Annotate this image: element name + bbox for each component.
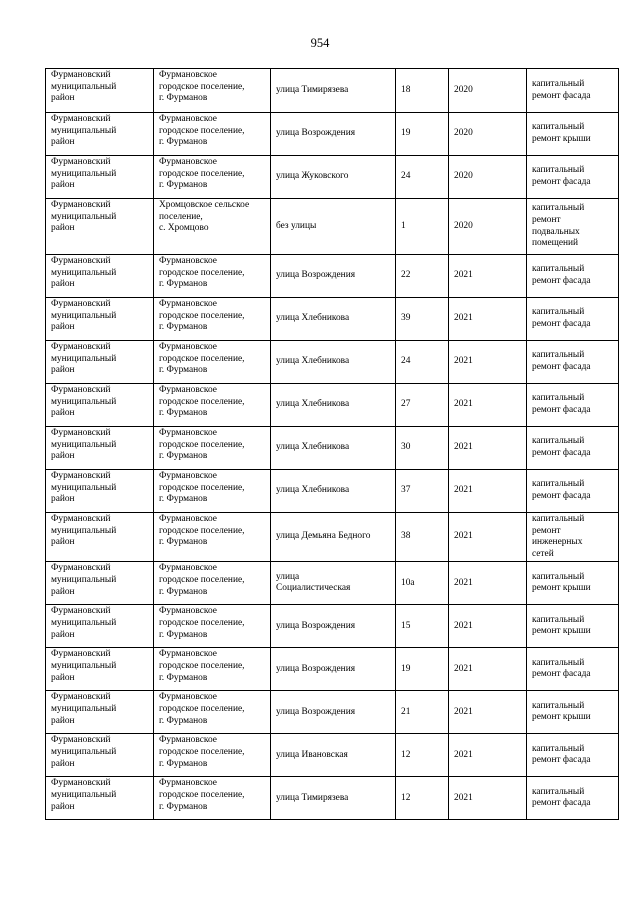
table-row bbox=[46, 113, 619, 156]
settlement-cell: Фурмановское городское поселение, г. Фурманов bbox=[154, 156, 271, 199]
street-cell: улица Тимирязева bbox=[271, 777, 396, 820]
house-number-cell: 19 bbox=[396, 648, 449, 691]
street-cell: улица Тимирязева bbox=[271, 69, 396, 113]
house-number-cell: 24 bbox=[396, 341, 449, 384]
table-row bbox=[46, 562, 619, 605]
district-cell: Фурмановский муниципальный район bbox=[46, 255, 154, 298]
year-cell: 2021 bbox=[449, 734, 527, 777]
district-cell: Фурмановский муниципальный район bbox=[46, 691, 154, 734]
work-type-cell: капитальный ремонт фасада bbox=[527, 734, 619, 777]
street-cell: улица Возрождения bbox=[271, 605, 396, 648]
district-cell: Фурмановский муниципальный район bbox=[46, 298, 154, 341]
work-type-cell: капитальный ремонт фасада bbox=[527, 255, 619, 298]
work-type-cell: капитальный ремонт крыши bbox=[527, 562, 619, 605]
page-number: 954 bbox=[310, 36, 330, 50]
table-row bbox=[46, 734, 619, 777]
work-type-cell: капитальный ремонт инженерных сетей bbox=[527, 513, 619, 562]
street-cell: улица Демьяна Бедного bbox=[271, 513, 396, 562]
work-type-cell: капитальный ремонт подвальных помещений bbox=[527, 199, 619, 255]
district-cell: Фурмановский муниципальный район bbox=[46, 562, 154, 605]
house-number-cell: 38 bbox=[396, 513, 449, 562]
work-type-cell: капитальный ремонт фасада bbox=[527, 69, 619, 113]
year-cell: 2021 bbox=[449, 298, 527, 341]
district-cell: Фурмановский муниципальный район bbox=[46, 427, 154, 470]
table-row bbox=[46, 255, 619, 298]
table-row bbox=[46, 513, 619, 562]
work-type-cell: капитальный ремонт фасада bbox=[527, 777, 619, 820]
year-cell: 2021 bbox=[449, 427, 527, 470]
settlement-cell: Фурмановское городское поселение, г. Фурманов bbox=[154, 734, 271, 777]
settlement-cell: Фурмановское городское поселение, г. Фурманов bbox=[154, 255, 271, 298]
house-number-cell: 10а bbox=[396, 562, 449, 605]
settlement-cell: Фурмановское городское поселение, г. Фурманов bbox=[154, 113, 271, 156]
work-type-cell: капитальный ремонт крыши bbox=[527, 605, 619, 648]
house-number-cell: 24 bbox=[396, 156, 449, 199]
table-row bbox=[46, 470, 619, 513]
table-row bbox=[46, 69, 619, 113]
house-number-cell: 18 bbox=[396, 69, 449, 113]
settlement-cell: Фурмановское городское поселение, г. Фурманов bbox=[154, 605, 271, 648]
settlement-cell: Фурмановское городское поселение, г. Фурманов bbox=[154, 69, 271, 113]
district-cell: Фурмановский муниципальный район bbox=[46, 648, 154, 691]
house-number-cell: 12 bbox=[396, 777, 449, 820]
settlement-cell: Фурмановское городское поселение, г. Фурманов bbox=[154, 513, 271, 562]
street-cell: без улицы bbox=[271, 199, 396, 255]
house-number-cell: 37 bbox=[396, 470, 449, 513]
work-type-cell: капитальный ремонт фасада bbox=[527, 156, 619, 199]
house-number-cell: 21 bbox=[396, 691, 449, 734]
settlement-cell: Хромцовское сельское поселение, с. Хромцово bbox=[154, 199, 271, 255]
table-row bbox=[46, 691, 619, 734]
settlement-cell: Фурмановское городское поселение, г. Фурманов bbox=[154, 470, 271, 513]
district-cell: Фурмановский муниципальный район bbox=[46, 777, 154, 820]
table-row bbox=[46, 605, 619, 648]
house-number-cell: 27 bbox=[396, 384, 449, 427]
house-number-cell: 19 bbox=[396, 113, 449, 156]
year-cell: 2021 bbox=[449, 691, 527, 734]
settlement-cell: Фурмановское городское поселение, г. Фурманов bbox=[154, 341, 271, 384]
table-row bbox=[46, 156, 619, 199]
table-row bbox=[46, 427, 619, 470]
street-cell: улица Возрождения bbox=[271, 113, 396, 156]
district-cell: Фурмановский муниципальный район bbox=[46, 513, 154, 562]
house-number-cell: 1 bbox=[396, 199, 449, 255]
settlement-cell: Фурмановское городское поселение, г. Фурманов bbox=[154, 648, 271, 691]
repair-schedule-table bbox=[45, 68, 619, 820]
table-row bbox=[46, 341, 619, 384]
table-row bbox=[46, 777, 619, 820]
work-type-cell: капитальный ремонт крыши bbox=[527, 113, 619, 156]
district-cell: Фурмановский муниципальный район bbox=[46, 605, 154, 648]
street-cell: улица Хлебникова bbox=[271, 298, 396, 341]
work-type-cell: капитальный ремонт фасада bbox=[527, 427, 619, 470]
work-type-cell: капитальный ремонт крыши bbox=[527, 691, 619, 734]
house-number-cell: 30 bbox=[396, 427, 449, 470]
work-type-cell: капитальный ремонт фасада bbox=[527, 384, 619, 427]
street-cell: улица Возрождения bbox=[271, 691, 396, 734]
street-cell: улица Ивановская bbox=[271, 734, 396, 777]
district-cell: Фурмановский муниципальный район bbox=[46, 734, 154, 777]
street-cell: улица Возрождения bbox=[271, 648, 396, 691]
settlement-cell: Фурмановское городское поселение, г. Фурманов bbox=[154, 384, 271, 427]
district-cell: Фурмановский муниципальный район bbox=[46, 156, 154, 199]
year-cell: 2021 bbox=[449, 562, 527, 605]
settlement-cell: Фурмановское городское поселение, г. Фурманов bbox=[154, 427, 271, 470]
settlement-cell: Фурмановское городское поселение, г. Фурманов bbox=[154, 562, 271, 605]
street-cell: улица Жуковского bbox=[271, 156, 396, 199]
street-cell: улица Возрождения bbox=[271, 255, 396, 298]
work-type-cell: капитальный ремонт фасада bbox=[527, 298, 619, 341]
year-cell: 2021 bbox=[449, 605, 527, 648]
year-cell: 2020 bbox=[449, 156, 527, 199]
district-cell: Фурмановский муниципальный район bbox=[46, 470, 154, 513]
district-cell: Фурмановский муниципальный район bbox=[46, 384, 154, 427]
year-cell: 2021 bbox=[449, 513, 527, 562]
house-number-cell: 12 bbox=[396, 734, 449, 777]
year-cell: 2021 bbox=[449, 648, 527, 691]
table-row bbox=[46, 648, 619, 691]
settlement-cell: Фурмановское городское поселение, г. Фурманов bbox=[154, 777, 271, 820]
table-row bbox=[46, 384, 619, 427]
work-type-cell: капитальный ремонт фасада bbox=[527, 341, 619, 384]
year-cell: 2021 bbox=[449, 255, 527, 298]
settlement-cell: Фурмановское городское поселение, г. Фурманов bbox=[154, 298, 271, 341]
street-cell: улица Хлебникова bbox=[271, 427, 396, 470]
year-cell: 2021 bbox=[449, 777, 527, 820]
street-cell: улица Хлебникова bbox=[271, 470, 396, 513]
work-type-cell: капитальный ремонт фасада bbox=[527, 648, 619, 691]
year-cell: 2021 bbox=[449, 470, 527, 513]
house-number-cell: 39 bbox=[396, 298, 449, 341]
table-body bbox=[46, 69, 619, 820]
street-cell: улица Социалистическая bbox=[271, 562, 396, 605]
year-cell: 2021 bbox=[449, 384, 527, 427]
street-cell: улица Хлебникова bbox=[271, 384, 396, 427]
street-cell: улица Хлебникова bbox=[271, 341, 396, 384]
house-number-cell: 15 bbox=[396, 605, 449, 648]
district-cell: Фурмановский муниципальный район bbox=[46, 113, 154, 156]
settlement-cell: Фурмановское городское поселение, г. Фурманов bbox=[154, 691, 271, 734]
year-cell: 2020 bbox=[449, 69, 527, 113]
house-number-cell: 22 bbox=[396, 255, 449, 298]
table-row bbox=[46, 199, 619, 255]
work-type-cell: капитальный ремонт фасада bbox=[527, 470, 619, 513]
year-cell: 2020 bbox=[449, 199, 527, 255]
year-cell: 2021 bbox=[449, 341, 527, 384]
district-cell: Фурмановский муниципальный район bbox=[46, 199, 154, 255]
table-row bbox=[46, 298, 619, 341]
year-cell: 2020 bbox=[449, 113, 527, 156]
district-cell: Фурмановский муниципальный район bbox=[46, 341, 154, 384]
district-cell: Фурмановский муниципальный район bbox=[46, 69, 154, 113]
